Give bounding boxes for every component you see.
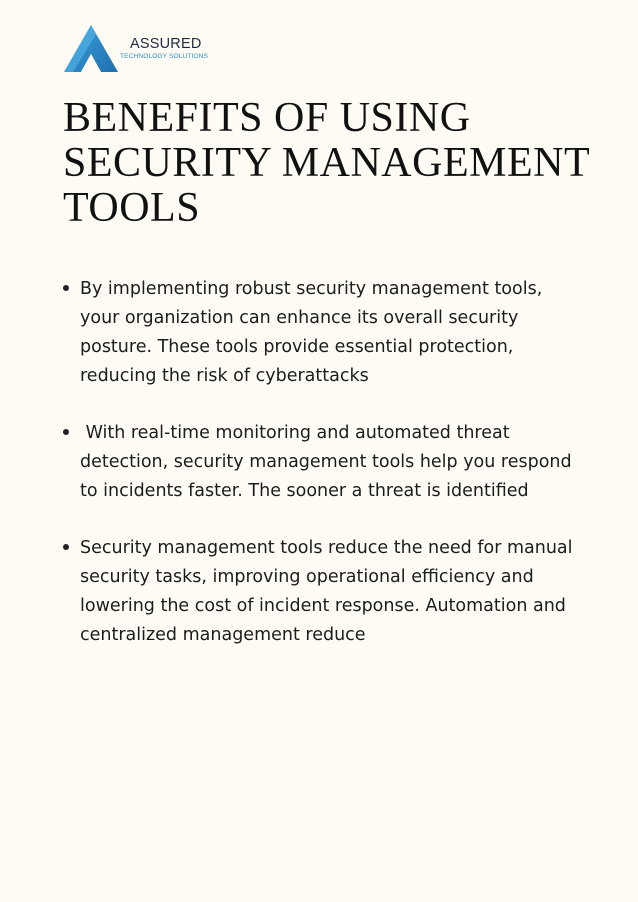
- bullet-line: centralized management reduce: [80, 625, 366, 645]
- brand-tagline: TECHNOLOGY SOLUTIONS: [120, 53, 208, 60]
- page-title: [63, 96, 623, 231]
- list-item: [63, 534, 608, 650]
- bullet-line: security tasks, improving operational efficiency and: [80, 567, 534, 587]
- bullet-line: lowering the cost of incident response. Automation and: [80, 596, 566, 616]
- bullet-text: [80, 275, 608, 391]
- bullet-line: detection, security management tools help you respond: [80, 452, 572, 472]
- title-line: SECURITY MANAGEMENT: [63, 140, 591, 186]
- bullet-text: [80, 534, 608, 650]
- title-line: TOOLS: [63, 185, 201, 231]
- bullet-dot-icon: [63, 544, 69, 550]
- brand-name: ASSURED: [130, 36, 202, 52]
- triangle-a-icon: [63, 24, 119, 74]
- company-logo: [63, 24, 223, 74]
- bullet-line: to incidents faster. The sooner a threat is identified: [80, 481, 529, 501]
- title-line: BENEFITS OF USING: [63, 95, 471, 141]
- bullet-text: [80, 419, 608, 506]
- benefits-list: [63, 275, 608, 678]
- bullet-line: your organization can enhance its overall security: [80, 308, 519, 328]
- bullet-line: Security management tools reduce the need for manual: [80, 538, 573, 558]
- list-item: [63, 419, 608, 506]
- bullet-line: By implementing robust security management tools,: [80, 279, 543, 299]
- bullet-line: reducing the risk of cyberattacks: [80, 366, 369, 386]
- list-item: [63, 275, 608, 391]
- bullet-line: With real-time monitoring and automated threat: [80, 423, 510, 443]
- bullet-line: posture. These tools provide essential protection,: [80, 337, 514, 357]
- bullet-dot-icon: [63, 285, 69, 291]
- bullet-dot-icon: [63, 429, 69, 435]
